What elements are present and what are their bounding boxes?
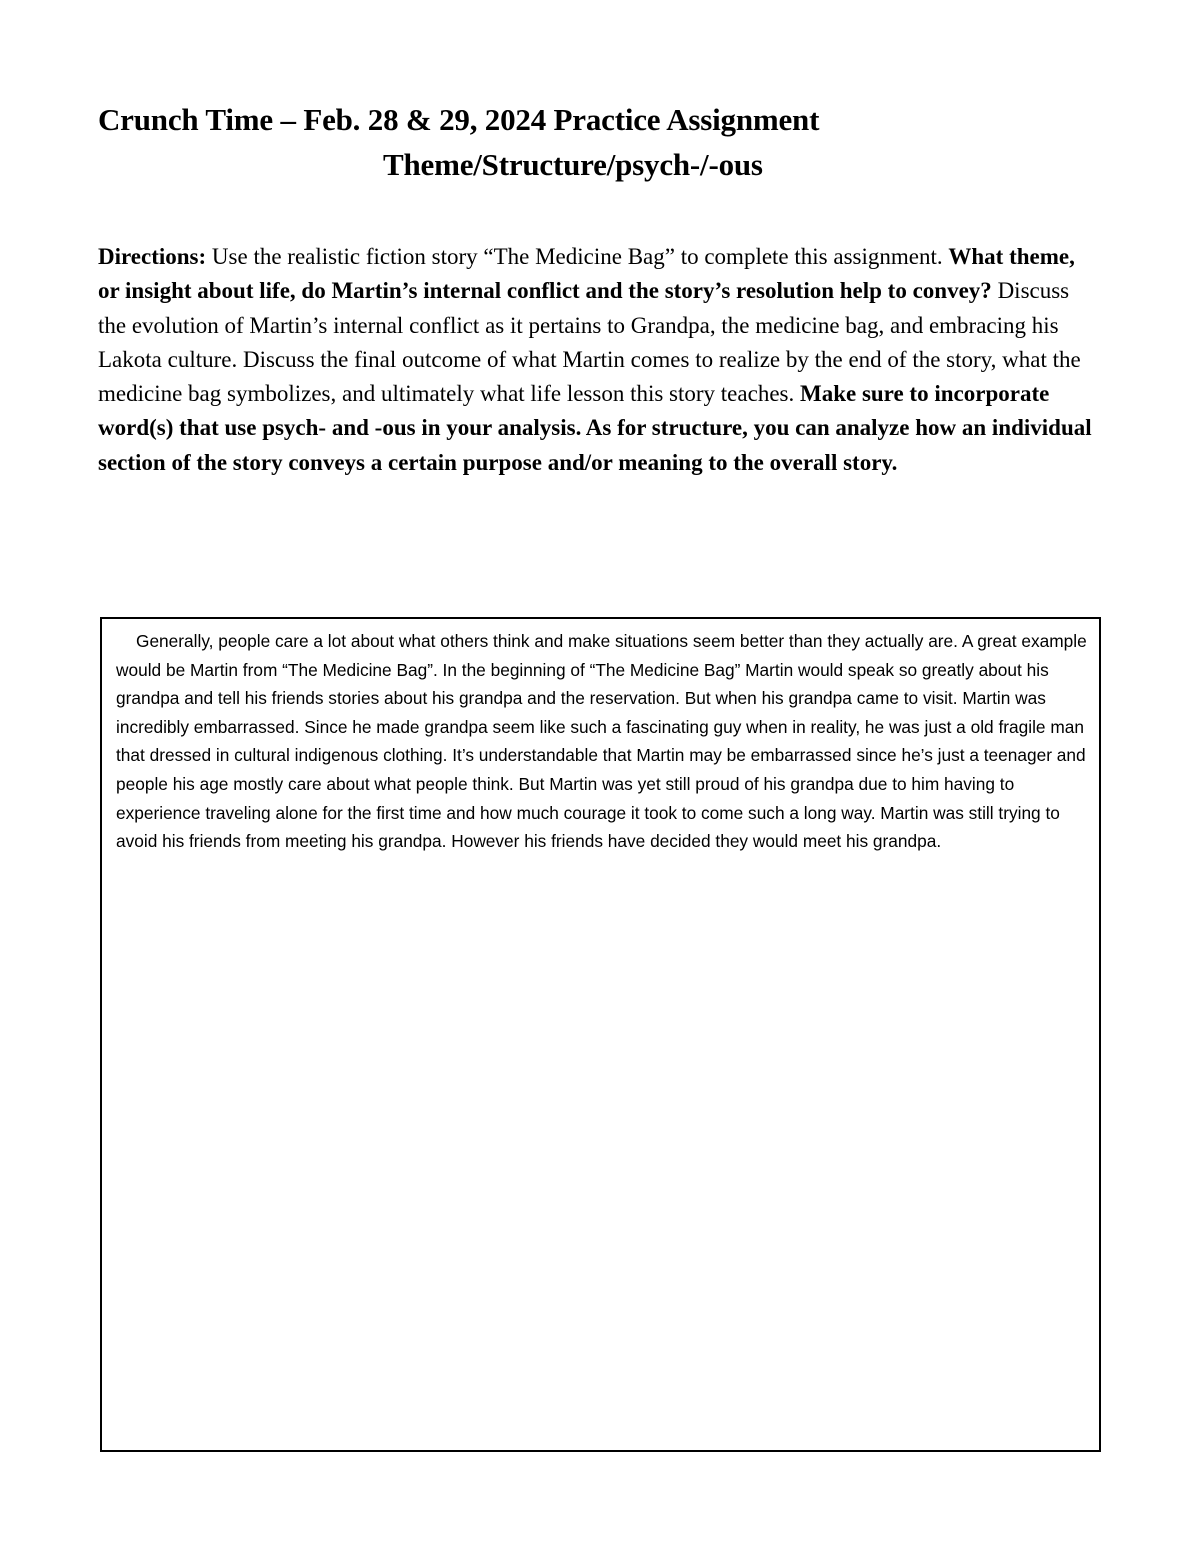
assignment-subtitle: Theme/Structure/psych-/-ous: [383, 147, 763, 182]
directions-question: What theme, or insight about life, do Martin’s internal conflict and the story’s resolution help to convey?: [98, 244, 1075, 304]
assignment-title: Crunch Time – Feb. 28 & 29, 2024 Practice Assignment: [98, 102, 820, 137]
directions-requirement: Make sure to incorporate word(s) that use psych- and -ous in your analysis. As for structure, you can analyze how an individual section of the story conveys a certain purpose and/or meaning to the overall story.: [98, 381, 1092, 475]
directions-text-part1: Use the realistic fiction story “The Medicine Bag” to complete this assignment.: [206, 244, 949, 269]
answer-text[interactable]: Generally, people care a lot about what others think and make situations seem better than they actually are. A great example would be Martin from “The Medicine Bag”. In the beginning of “The Medicine Bag” Martin would speak so greatly about his grandpa and tell his friends stories about his grandpa and the reservation. But when his grandpa came to visit. Martin was incredibly embarrassed. Since he made grandpa seem like such a fascinating guy when in reality, he was just a old fragile man that dressed in cultural indigenous clothing. It’s understandable that Martin may be embarrassed since he’s just a teenager and people his age mostly care about what people think. But Martin was yet still proud of his grandpa due to him having to experience traveling alone for the first time and how much courage it took to come such a long way. Martin was still trying to avoid his friends from meeting his grandpa. However his friends have decided they would meet his grandpa.: [116, 631, 1087, 852]
answer-box[interactable]: [100, 617, 1101, 1452]
directions-label: Directions:: [98, 244, 207, 269]
directions-paragraph: [98, 240, 1098, 480]
directions-text-part2: Discuss the evolution of Martin’s internal conflict as it pertains to Grandpa, the medicine bag, and embracing his Lakota culture. Discuss the final outcome of what Martin comes to realize by the end of the story, what the medicine bag symbolizes, and ultimately what life lesson this story teaches.: [98, 278, 1081, 407]
